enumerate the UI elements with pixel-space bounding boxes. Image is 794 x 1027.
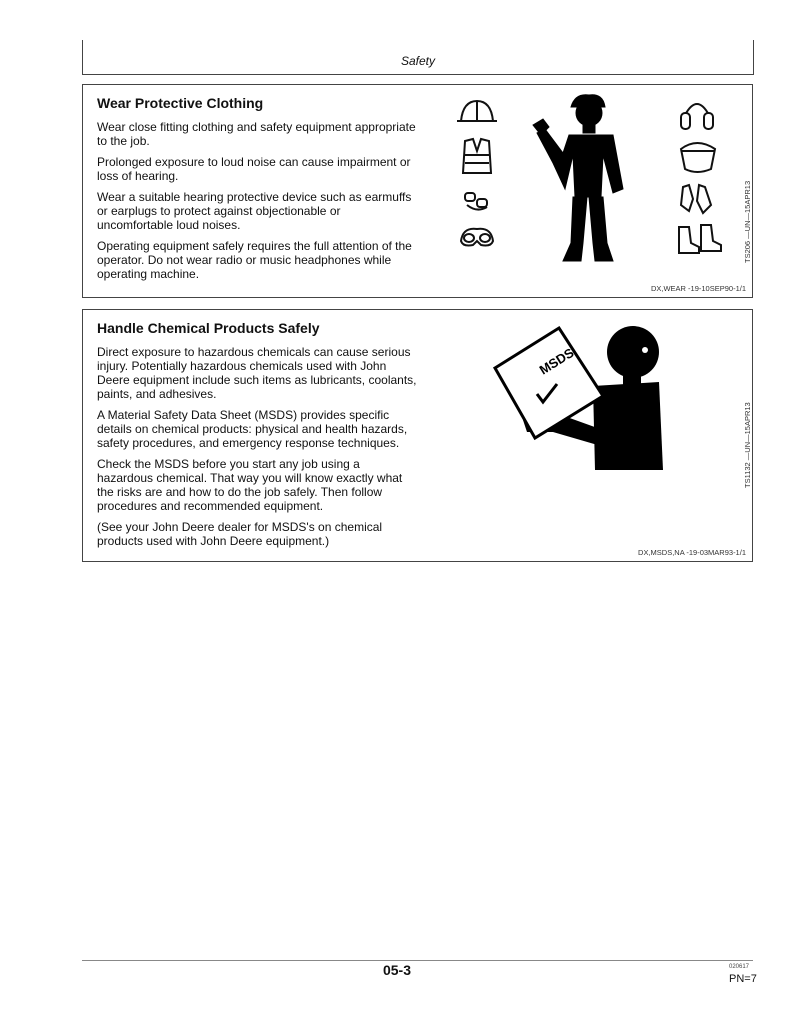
doc-reference: DX,WEAR -19-10SEP90-1/1 (650, 284, 746, 293)
section-title: Wear Protective Clothing (97, 95, 264, 111)
msds-illustration (483, 320, 683, 480)
paragraph: Prolonged exposure to loud noise can cause impairment or loss of hearing. (97, 155, 411, 183)
earplugs-icon (465, 193, 487, 210)
worker-figure-icon (533, 95, 623, 261)
protective-clothing-illustration (453, 93, 723, 268)
footer-rule (82, 960, 753, 961)
paragraph: Direct exposure to hazardous chemicals can cause serious injury. Potentially hazardous chemicals used with John Deere equipment include such items as lubricants, coolants, paints, and adhesives. (97, 345, 417, 401)
paragraph: Operating equipment safely requires the full attention of the operator. Do not wear radio or music headphones while operating machine. (97, 239, 412, 281)
page-number: 05-3 (382, 962, 412, 978)
msds-sheet-icon (495, 328, 603, 438)
page-pn: PN=7 (729, 973, 757, 985)
hard-hat-icon (457, 101, 497, 121)
paragraph: (See your John Deere dealer for MSDS's on chemical products used with John Deere equipment.) (97, 520, 383, 548)
safety-vest-icon (463, 139, 491, 173)
figure-id: TS206 —UN—15APR13 (743, 180, 752, 263)
header-title: Safety (400, 54, 436, 68)
section-body (97, 120, 419, 288)
section-title: Handle Chemical Products Safely (97, 320, 320, 336)
safety-boots-icon (679, 225, 721, 253)
earmuffs-icon (681, 104, 713, 129)
section-wear-protective-clothing (82, 84, 753, 298)
section-handle-chemical-products (82, 309, 753, 562)
doc-reference: DX,MSDS,NA -19-03MAR93-1/1 (638, 548, 746, 557)
face-shield-icon (681, 143, 715, 172)
paragraph: Wear close fitting clothing and safety equipment appropriate to the job. (97, 120, 416, 148)
page-header (82, 40, 754, 75)
goggles-icon (461, 229, 493, 246)
paragraph: Wear a suitable hearing protective device such as earmuffs or earplugs to protect against objectionable or uncomfortable loud noises. (97, 190, 412, 232)
footer-code: 020617 (729, 964, 750, 970)
gloves-icon (681, 185, 711, 213)
paragraph: A Material Safety Data Sheet (MSDS) provides specific details on chemical products: physical and health hazards, safety procedures, and emergency response techniques. (97, 408, 408, 450)
paragraph: Check the MSDS before you start any job using a hazardous chemical. That way you will know exactly what the risks are and how to do the job safely. Then follow procedures and recommended equipment. (97, 457, 403, 513)
figure-id: TS1132 —UN—15APR13 (743, 402, 752, 488)
section-body (97, 345, 419, 555)
msds-label: MSDS (536, 344, 577, 378)
